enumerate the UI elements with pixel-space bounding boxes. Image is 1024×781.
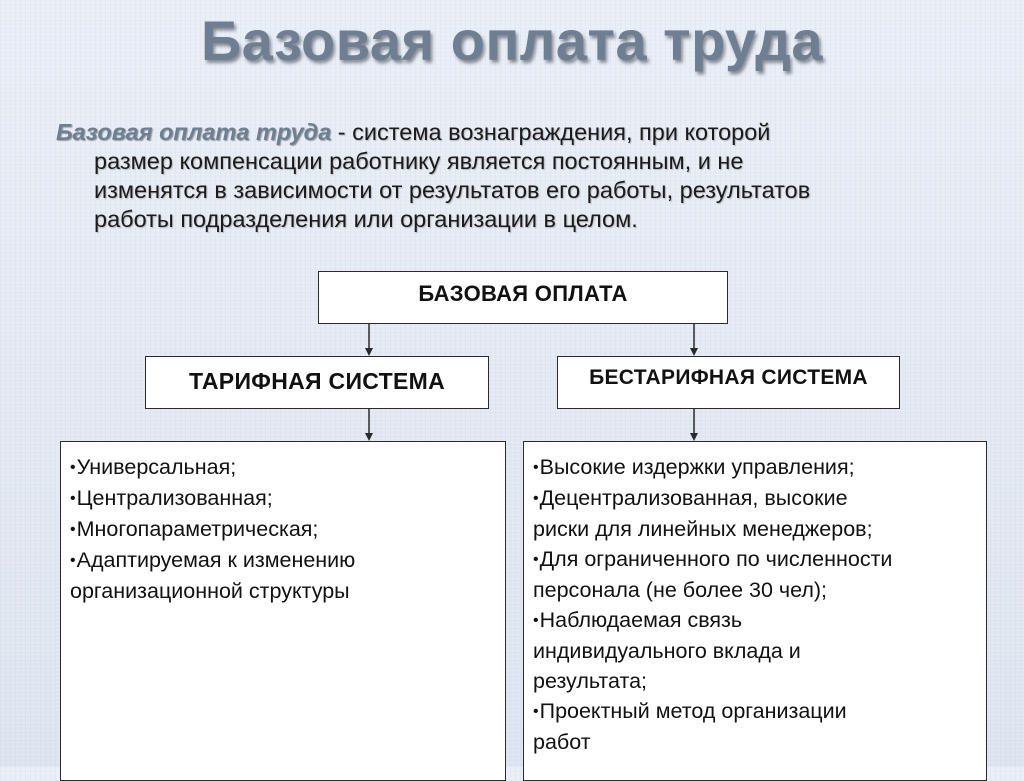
- list-item-text: Децентрализованная, высокие: [539, 486, 848, 510]
- root-node-base-pay: БАЗОВАЯ ОПЛАТА: [318, 271, 728, 324]
- bullet-icon: •: [533, 490, 539, 507]
- definition-line-2: размер компенсации работнику является постоянным, и не: [94, 148, 744, 174]
- list-item: [70, 545, 497, 606]
- node-nontariff-system: БЕСТАРИФНАЯ СИСТЕМА: [557, 356, 900, 409]
- node-tariff-system: ТАРИФНАЯ СИСТЕМА: [145, 356, 489, 409]
- bullet-icon: •: [533, 551, 539, 568]
- list-item-text: Многопараметрическая;: [76, 517, 319, 541]
- list-item-continuation: персонала (не более 30 чел);: [533, 578, 828, 602]
- list-item-text: Адаптируемая к изменению: [76, 548, 356, 572]
- list-item-text: Проектный метод организации: [539, 699, 847, 723]
- bullet-icon: •: [70, 459, 76, 476]
- list-item-continuation: организационной структуры: [70, 579, 350, 603]
- list-item: [533, 452, 978, 483]
- list-item: [70, 483, 497, 514]
- list-item-text: Для ограниченного по численности: [539, 547, 893, 571]
- list-item: [533, 483, 978, 544]
- definition-line-4: работы подразделения или организации в целом.: [94, 206, 638, 232]
- list-item: [533, 544, 978, 605]
- bullet-icon: •: [533, 612, 539, 629]
- list-item-continuation: результата;: [533, 669, 648, 693]
- tariff-features-list: [70, 452, 497, 606]
- bullet-icon: •: [533, 459, 539, 476]
- nontariff-features-box: [523, 441, 987, 781]
- definition-line-3: изменятся в зависимости от результатов его работы, результатов: [94, 177, 811, 203]
- list-item-continuation: индивидуального вклада и: [533, 639, 801, 663]
- list-item-text: Наблюдаемая связь: [539, 608, 743, 632]
- list-item: [533, 605, 978, 696]
- list-item: [533, 696, 978, 757]
- list-item-text: Централизованная;: [76, 486, 273, 510]
- slide-title: Базовая оплата труда: [200, 9, 823, 72]
- tariff-features-box: [60, 441, 506, 781]
- definition-line-1-text: - система вознаграждения, при которой: [331, 119, 771, 145]
- list-item-continuation: риски для линейных менеджеров;: [533, 517, 873, 541]
- bullet-icon: •: [533, 703, 539, 720]
- list-item-text: Универсальная;: [76, 455, 237, 479]
- bullet-icon: •: [70, 552, 76, 569]
- definition-term: Базовая оплата труда: [56, 119, 332, 145]
- bullet-icon: •: [70, 521, 76, 538]
- list-item: [70, 452, 497, 483]
- bullet-icon: •: [70, 490, 76, 507]
- nontariff-features-list: [533, 452, 978, 757]
- list-item-text: Высокие издержки управления;: [539, 455, 855, 479]
- list-item: [70, 514, 497, 545]
- list-item-continuation: работ: [533, 730, 591, 754]
